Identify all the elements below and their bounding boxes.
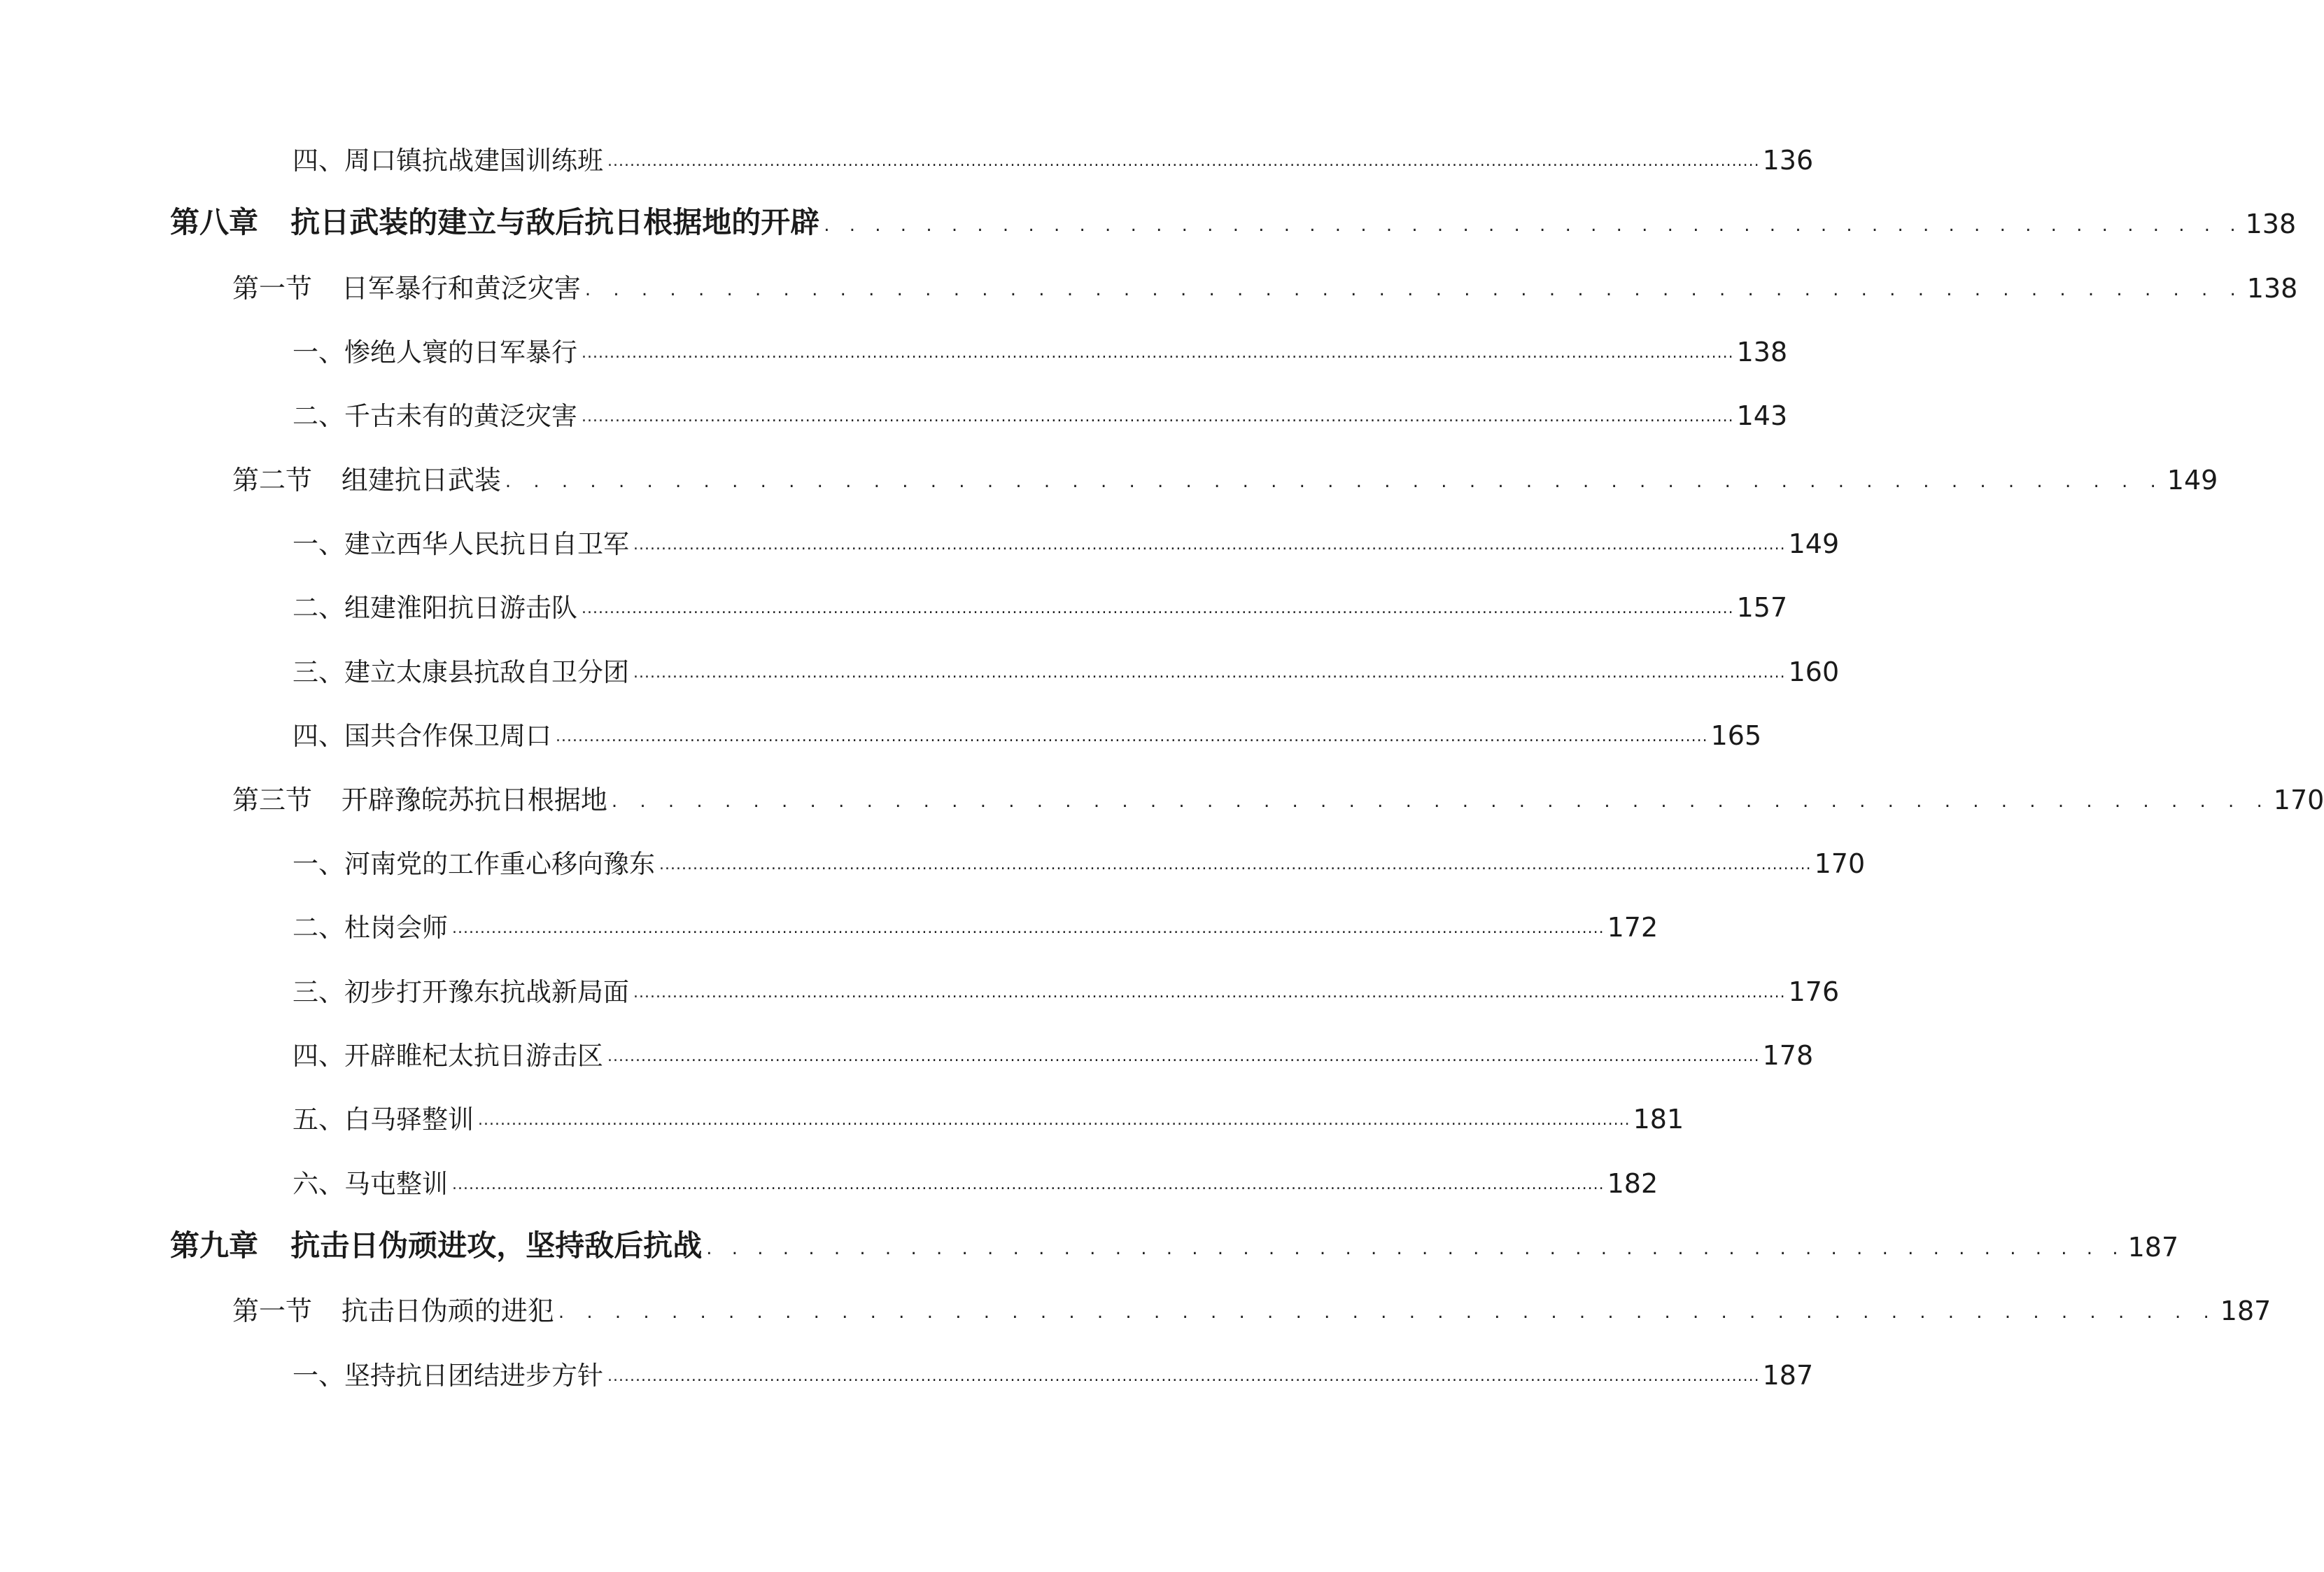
toc-entry-page-number: 178 <box>1762 1039 1814 1071</box>
toc-entry-page-number: 138 <box>2245 209 2297 240</box>
toc-entry-page-number: 182 <box>1607 1167 1659 1199</box>
toc-entry-leader: .............................................................................................................................................................................................................. <box>659 855 1812 873</box>
toc-entry-number: 二、 <box>293 913 344 943</box>
toc-entry-leader: . . . . . . . . . . . . . . . . . . . . . . . . . . . . . . . . . . . . . . . . . . . . . . . . . . . . . . . . . . . <box>505 470 2164 492</box>
toc-entry-page-number: 157 <box>1736 592 1788 624</box>
toc-entry-title <box>232 784 607 815</box>
toc-entry-number: 二、 <box>293 593 344 624</box>
toc-entry-number: 第一节 <box>232 1296 313 1327</box>
toc-entry-title <box>293 148 603 174</box>
toc-entry-item[interactable] <box>293 652 1840 687</box>
toc-entry-number: 三、 <box>293 657 344 687</box>
toc-entry-title <box>293 848 655 879</box>
toc-entry-title <box>232 272 581 304</box>
toc-entry-page-number: 170 <box>1814 848 1866 879</box>
toc-entry-title <box>293 915 448 941</box>
toc-entry-title <box>170 1228 703 1263</box>
toc-entry-number: 六、 <box>293 1168 344 1199</box>
toc-entry-page-number: 138 <box>1736 337 1788 368</box>
toc-entry-leader: . . . . . . . . . . . . . . . . . . . . . . . . . . . . . . . . . . . . . . . . . . . . . . . . . . . . . . . . . . . <box>611 790 2271 812</box>
toc-entry-item[interactable] <box>293 715 1762 752</box>
toc-entry-page-number: 160 <box>1788 656 1840 687</box>
toc-entry-title <box>170 205 820 240</box>
toc-entry-number: 三、 <box>293 976 344 1007</box>
toc-entry-item[interactable] <box>293 524 1840 560</box>
toc-entry-number: 第一节 <box>232 272 313 304</box>
toc-entry-leader: .............................................................................................................................................................................................................. <box>582 408 1734 426</box>
toc-entry-section[interactable] <box>232 1291 2272 1327</box>
toc-entry-title <box>232 1296 554 1327</box>
toc-entry-item[interactable] <box>293 1355 1814 1391</box>
toc-entry-number: 第二节 <box>232 464 313 496</box>
toc-entry-text: 组建抗日武装 <box>341 464 501 496</box>
toc-entry-item[interactable] <box>293 971 1840 1007</box>
toc-entry-item[interactable] <box>293 140 1814 176</box>
toc-entry-leader: .............................................................................................................................................................................................................. <box>556 728 1708 746</box>
toc-entry-text: 建立西华人民抗日自卫军 <box>344 529 629 560</box>
toc-entry-number: 四、 <box>293 1040 344 1071</box>
toc-entry-leader: .............................................................................................................................................................................................................. <box>582 344 1734 363</box>
toc-entry-page-number: 187 <box>2220 1296 2272 1327</box>
toc-entry-item[interactable] <box>293 1035 1814 1071</box>
toc-entry-title <box>293 1104 474 1135</box>
toc-entry-page-number: 187 <box>1762 1359 1814 1391</box>
toc-entry-text: 建立太康县抗敌自卫分团 <box>344 657 629 687</box>
toc-entry-item[interactable] <box>293 843 1866 879</box>
toc-entry-title <box>293 337 577 368</box>
toc-entry-number: 一、 <box>293 1360 344 1391</box>
toc-entry-section[interactable] <box>232 780 2324 815</box>
toc-entry-item[interactable] <box>293 1163 1659 1199</box>
toc-entry-leader: .............................................................................................................................................................................................................. <box>633 983 1786 1002</box>
toc-entry-leader: . . . . . . . . . . . . . . . . . . . . . . . . . . . . . . . . . . . . . . . . . . . . . . . . . . . . . . . . . . . <box>558 1302 2218 1324</box>
toc-entry-text: 白马驿整训 <box>344 1104 474 1135</box>
toc-entry-page-number: 136 <box>1762 145 1814 176</box>
toc-entry-title <box>293 976 629 1007</box>
toc-entry-page-number: 138 <box>2246 272 2298 304</box>
toc-entry-item[interactable] <box>293 332 1788 368</box>
toc-entry-item[interactable] <box>293 587 1788 624</box>
toc-entry-title <box>293 401 577 432</box>
toc-entry-text: 抗击日伪顽的进犯 <box>341 1296 554 1327</box>
toc-entry-text: 坚持抗日团结进步方针 <box>344 1360 603 1391</box>
toc-entry-title <box>293 1360 603 1391</box>
toc-entry-text: 国共合作保卫周口 <box>344 721 551 752</box>
toc-entry-text: 组建淮阳抗日游击队 <box>344 593 577 624</box>
toc-entry-page-number: 181 <box>1633 1104 1684 1135</box>
toc-entry-leader: .............................................................................................................................................................................................................. <box>607 1047 1760 1065</box>
toc-entry-page-number: 187 <box>2127 1231 2179 1263</box>
toc-entry-number: 一、 <box>293 337 344 368</box>
toc-entry-number: 二、 <box>293 401 344 432</box>
toc-entry-text: 开辟豫皖苏抗日根据地 <box>341 784 607 815</box>
toc-entry-leader: . . . . . . . . . . . . . . . . . . . . . . . . . . . . . . . . . . . . . . . . . . . . . . . . . . . . . . . . <box>706 1237 2125 1259</box>
toc-entry-number: 第八章 <box>170 205 259 240</box>
toc-entry-text: 日军暴行和黄泛灾害 <box>341 272 581 304</box>
toc-entry-page-number: 172 <box>1607 912 1659 943</box>
toc-entry-text: 马屯整训 <box>344 1168 448 1199</box>
toc-entry-number: 一、 <box>293 848 344 879</box>
toc-entry-leader: .............................................................................................................................................................................................................. <box>582 600 1734 618</box>
toc-entry-text: 河南党的工作重心移向豫东 <box>344 848 655 879</box>
toc-entry-title <box>293 659 629 685</box>
toc-entry-leader: .............................................................................................................................................................................................................. <box>607 153 1760 170</box>
toc-entry-leader: .............................................................................................................................................................................................................. <box>452 1175 1605 1193</box>
toc-entry-number: 第三节 <box>232 784 313 815</box>
toc-entry-title <box>293 1168 448 1199</box>
toc-entry-page-number: 149 <box>2167 464 2218 496</box>
toc-entry-leader: .............................................................................................................................................................................................................. <box>452 920 1605 938</box>
toc-entry-number: 第九章 <box>170 1228 259 1263</box>
toc-entry-title <box>293 529 629 560</box>
toc-entry-page-number: 176 <box>1788 976 1840 1007</box>
toc-entry-text: 惨绝人寰的日军暴行 <box>344 337 577 368</box>
toc-entry-section[interactable] <box>232 268 2298 304</box>
toc-entry-text: 初步打开豫东抗战新局面 <box>344 976 629 1007</box>
toc-entry-chapter[interactable] <box>170 1227 2179 1263</box>
toc-entry-item[interactable] <box>293 1099 1684 1135</box>
toc-entry-leader: .............................................................................................................................................................................................................. <box>633 536 1786 554</box>
toc-entry-title <box>293 593 577 624</box>
toc-entry-number: 一、 <box>293 529 344 560</box>
toc-entry-title <box>293 1040 603 1071</box>
toc-entry-text: 杜岗会师 <box>344 913 448 943</box>
toc-entry-text: 开辟睢杞太抗日游击区 <box>344 1040 603 1071</box>
toc-entry-chapter[interactable] <box>170 204 2297 240</box>
toc-entry-leader: . . . . . . . . . . . . . . . . . . . . . . . . . . . . . . . . . . . . . . . . . . . . . . . . . . . . . . . . <box>824 215 2243 237</box>
toc-entry-title <box>293 721 551 752</box>
toc-entry-text: 千古未有的黄泛灾害 <box>344 401 577 432</box>
toc-entry-leader: . . . . . . . . . . . . . . . . . . . . . . . . . . . . . . . . . . . . . . . . . . . . . . . . . . . . . . . . . . . <box>584 279 2244 300</box>
toc-entry-leader: .............................................................................................................................................................................................................. <box>633 664 1786 682</box>
toc-entry-number: 四、 <box>293 146 344 176</box>
toc-entry-page-number: 143 <box>1736 400 1788 432</box>
toc-entry-text: 周口镇抗战建国训练班 <box>344 146 603 176</box>
toc-entry-page-number: 165 <box>1710 720 1762 752</box>
toc-entry-page-number: 149 <box>1788 528 1840 560</box>
toc-entry-leader: .............................................................................................................................................................................................................. <box>607 1367 1760 1385</box>
toc-entry-text: 抗击日伪顽进攻，坚持敌后抗战 <box>290 1228 703 1263</box>
toc-entry-leader: .............................................................................................................................................................................................................. <box>478 1111 1631 1130</box>
toc-entry-text: 抗日武装的建立与敌后抗日根据地的开辟 <box>290 205 820 240</box>
toc-entry-item[interactable] <box>293 395 1788 432</box>
toc-entry-title <box>232 464 501 496</box>
toc-entry-item[interactable] <box>293 907 1659 943</box>
toc-entry-section[interactable] <box>232 460 2218 496</box>
toc-entry-number: 四、 <box>293 721 344 752</box>
toc-entry-page-number: 170 <box>2273 784 2324 815</box>
toc-entry-number: 五、 <box>293 1104 344 1135</box>
